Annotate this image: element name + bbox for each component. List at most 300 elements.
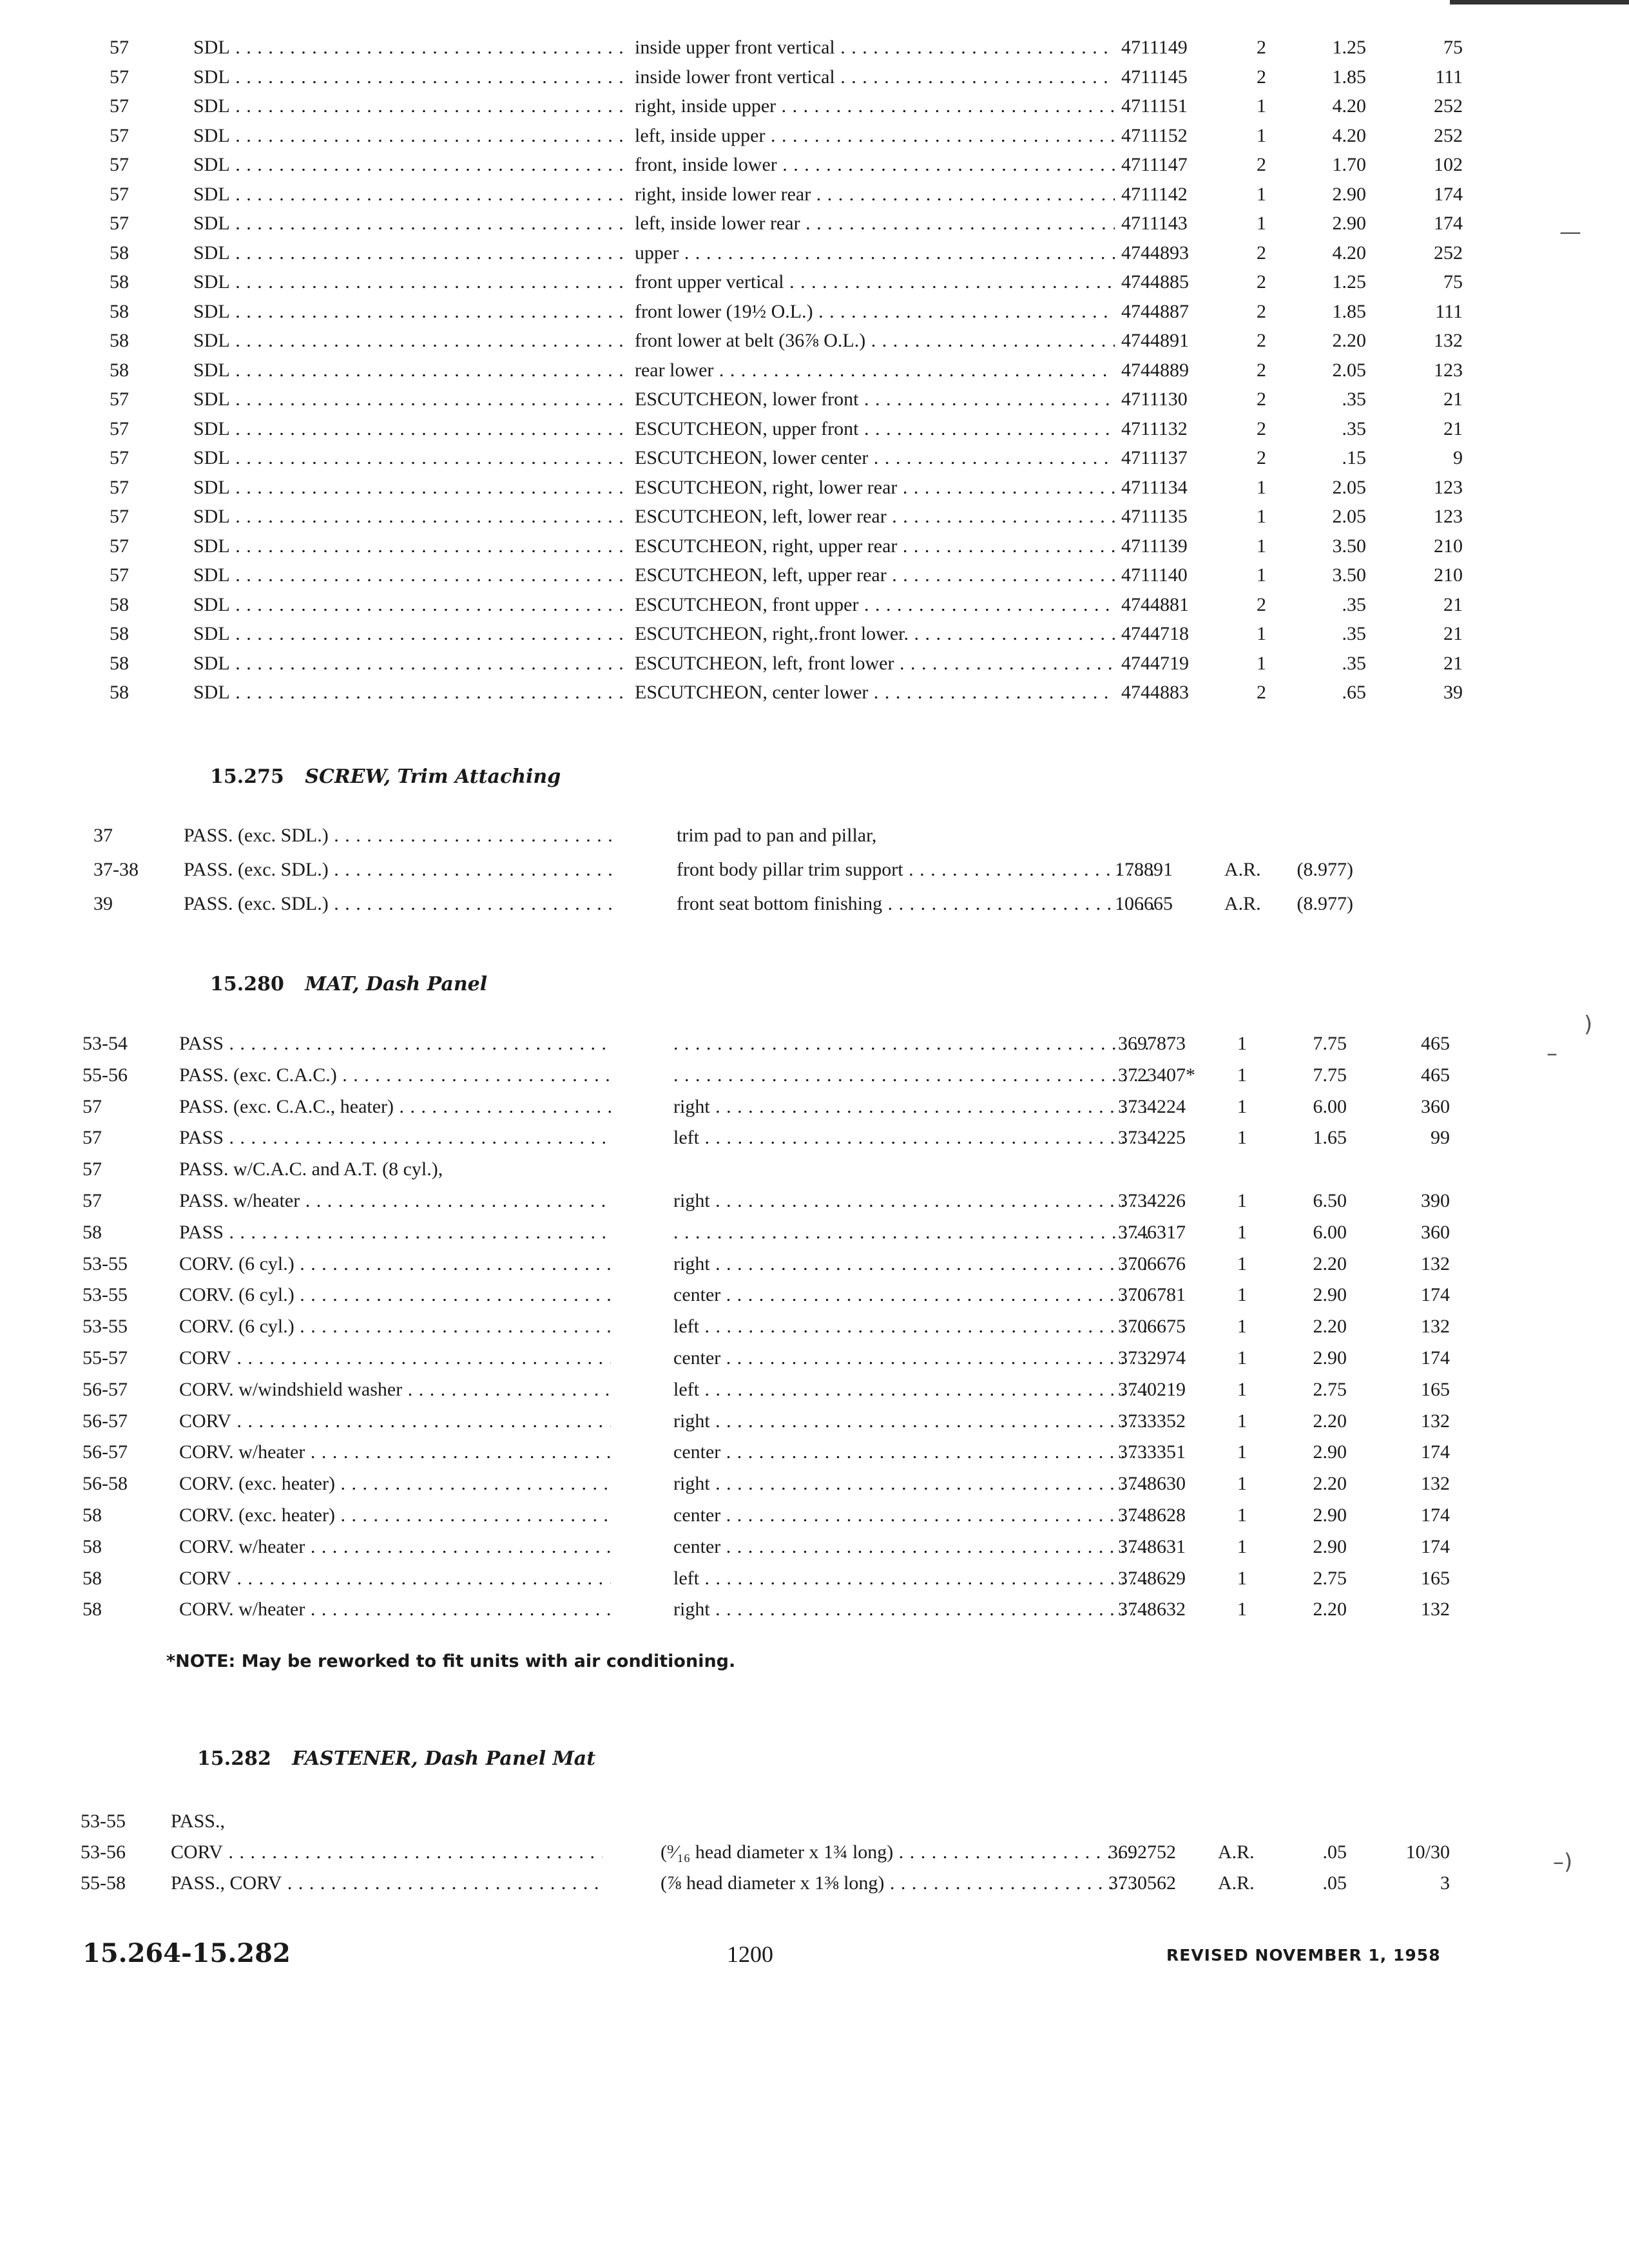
cell-year: 57 [110,418,129,439]
cell-desc: right . . . [673,1187,1153,1215]
cell-desc: front seat bottom finishing . . . [677,890,1157,918]
cell-year: 55-57 [82,1347,128,1369]
cell-year: 57 [110,95,129,117]
cell-part: 4744893 [1121,242,1189,264]
cell-price: 1.85 [1332,66,1366,88]
cell-part: 3740219 [1118,1379,1186,1400]
section-title: FASTENER, Dash Panel Mat [292,1747,596,1770]
cell-price: 2.90 [1313,1536,1347,1557]
cell-model: CORV. (exc. heater) . . . [179,1501,611,1530]
cell-dealer: 21 [1443,389,1463,410]
cell-part: 4744885 [1121,271,1189,293]
cell-dealer: 252 [1434,242,1463,264]
cell-model: SDL . . . [193,561,625,590]
cell-model: CORV . . . [179,1344,611,1372]
cell-desc: front, inside lower . . . [635,151,1115,179]
cell-qty: A.R. [1218,1872,1255,1894]
cell-model: SDL . . . [193,503,625,531]
cell-desc: front upper vertical . . . [635,268,1115,296]
cell-qty: 1 [1237,1033,1247,1054]
cell-year: 39 [93,893,113,914]
cell-model: CORV. w/heater . . . [179,1595,611,1624]
cell-part: 4711147 [1121,154,1188,175]
cell-desc: ESCUTCHEON, lower center . . . [635,444,1115,472]
cell-year: 57 [82,1127,102,1148]
cell-desc: ESCUTCHEON, lower front . . . [635,385,1115,414]
table-row [0,1250,1629,1278]
cell-qty: 2 [1257,389,1266,410]
section-number: 15.282 [197,1747,271,1770]
cell-qty: 1 [1237,1284,1247,1305]
cell-price: 6.00 [1313,1222,1347,1243]
table-row [0,1533,1629,1561]
table-row [0,1407,1629,1436]
table-row [0,1187,1629,1215]
cell-model: CORV. (6 cyl.) . . . [179,1312,611,1341]
cell-price: 4.20 [1332,242,1366,264]
cell-part: 4744887 [1121,301,1189,322]
cell-price: 6.00 [1313,1096,1347,1117]
cell-qty: 1 [1237,1316,1247,1337]
cell-qty: 1 [1237,1096,1247,1117]
cell-desc [673,1030,1153,1058]
cell-year: 58 [110,330,129,351]
cell-year: 53-55 [82,1316,128,1337]
cell-year: 58 [110,360,129,381]
cell-model: SDL . . . [193,239,625,267]
cell-dealer: 21 [1443,653,1463,674]
cell-qty: 2 [1257,301,1266,322]
cell-price: 2.20 [1332,330,1366,351]
cell-part: 3746317 [1118,1222,1186,1243]
cell-dealer: 132 [1421,1316,1450,1337]
cell-dealer: 111 [1435,301,1463,322]
cell-dealer: 252 [1434,125,1463,146]
cell-year: 57 [110,125,129,146]
section-heading-15-275 [210,765,561,788]
cell-desc [660,1807,1141,1836]
cell-dealer: 174 [1421,1347,1450,1369]
margin-hook-mark: –) [1553,1849,1573,1875]
cell-qty: 1 [1257,535,1266,557]
cell-year: 37-38 [93,859,139,880]
cell-year: 58 [82,1222,102,1243]
table-row [0,298,1629,326]
cell-price: 1.70 [1332,154,1366,175]
cell-qty: 2 [1257,447,1266,468]
cell-part: 4711145 [1121,66,1188,88]
cell-desc: trim pad to pan and pillar, [677,825,877,846]
cell-dealer: 132 [1421,1599,1450,1620]
cell-qty: 1 [1257,564,1266,586]
cell-year: 57 [110,37,129,58]
cell-price: 4.20 [1332,125,1366,146]
cell-dealer: 75 [1443,37,1463,58]
cell-part: 4711130 [1121,389,1188,410]
cell-dealer: 132 [1421,1253,1450,1274]
cell-model: SDL . . . [193,678,625,707]
cell-dealer: 10/30 [1405,1841,1450,1863]
table-row [0,415,1629,443]
cell-qty: 2 [1257,594,1266,615]
cell-desc: inside lower front vertical . . . [635,63,1115,91]
cell-part: 3748629 [1118,1568,1186,1589]
table-row [0,1564,1629,1593]
table-row [0,122,1629,150]
table-row [0,1807,1629,1836]
cell-price: 2.90 [1332,213,1366,234]
table-row [0,1595,1629,1624]
section-title: MAT, Dash Panel [305,973,488,995]
cell-part: 3734225 [1118,1127,1186,1148]
cell-qty: A.R. [1218,1841,1255,1863]
section-title: SCREW, Trim Attaching [305,765,561,788]
cell-price: (8.977) [1296,859,1353,880]
cell-qty: 1 [1237,1568,1247,1589]
table-row [0,561,1629,590]
cell-dealer [1360,1807,1450,1836]
cell-dealer: 132 [1421,1473,1450,1494]
cell-qty: 1 [1237,1410,1247,1432]
cell-part: 3748631 [1118,1536,1186,1557]
margin-dash-mark-2: – [1547,1041,1557,1066]
cell-desc: center . . . [673,1438,1153,1466]
cell-qty: 2 [1257,37,1266,58]
cell-desc: center . . . [673,1344,1153,1372]
cell-year: 53-55 [82,1253,128,1274]
cell-desc: ESCUTCHEON, upper front . . . [635,415,1115,443]
cell-model: CORV. w/heater . . . [179,1533,611,1561]
cell-model: SDL . . . [193,151,625,179]
table-row [0,444,1629,472]
cell-year: 56-57 [82,1410,128,1432]
cell-part: 4711142 [1121,184,1188,205]
table-row [0,1281,1629,1309]
cell-desc: inside upper front vertical . . . [635,34,1115,62]
cell-desc: left . . . [673,1564,1153,1593]
cell-year: 55-58 [81,1872,126,1894]
cell-year: 57 [110,154,129,175]
cell-part: 4711137 [1121,447,1188,468]
cell-model: SDL . . . [193,620,625,648]
cell-model: CORV. w/heater . . . [179,1438,611,1466]
table-row [0,92,1629,120]
cell-price: .15 [1342,447,1366,468]
cell-model: PASS. (exc. SDL.) . . . [184,856,615,884]
cell-dealer: 123 [1434,477,1463,498]
cell-dealer: 360 [1421,1222,1450,1243]
cell-part: 3748632 [1118,1599,1186,1620]
cell-dealer: 210 [1434,564,1463,586]
cell-qty: 1 [1257,506,1266,527]
cell-year: 55-56 [82,1064,128,1086]
cell-desc: left . . . [673,1312,1153,1341]
cell-desc: center . . . [673,1501,1153,1530]
cell-part: 3733351 [1118,1441,1186,1463]
cell-price: 1.85 [1332,301,1366,322]
table-row [0,678,1629,707]
table-row [0,503,1629,531]
cell-price: (8.977) [1296,893,1353,914]
cell-model: SDL . . . [193,209,625,238]
cell-qty: 1 [1237,1222,1247,1243]
cell-dealer: 174 [1434,213,1463,234]
table-row [0,1061,1629,1090]
cell-desc [673,1155,1153,1184]
cell-desc: (⅞ head diameter x 1⅜ long) . . . [660,1869,1141,1898]
cell-price: 2.05 [1332,506,1366,527]
cell-price: 2.05 [1332,477,1366,498]
cell-dealer [1360,1155,1450,1184]
cell-year: 57 [82,1096,102,1117]
cell-year: 58 [110,594,129,615]
cell-qty: 1 [1257,184,1266,205]
cell-dealer: 132 [1421,1410,1450,1432]
cell-year: 56-57 [82,1441,128,1463]
cell-desc: right . . . [673,1470,1153,1498]
cell-year: 56-57 [82,1379,128,1400]
table-row [0,268,1629,296]
cell-model: SDL . . . [193,385,625,414]
footnote: *NOTE: May be reworked to fit units with air conditioning. [166,1651,736,1671]
cell-dealer: 174 [1421,1284,1450,1305]
cell-qty: 2 [1257,66,1266,88]
cell-part: 106665 [1115,893,1173,914]
cell-desc: ESCUTCHEON, right, upper rear . . . [635,532,1115,561]
cell-model: CORV . . . [179,1407,611,1436]
cell-year: 58 [110,623,129,644]
cell-year: 57 [110,447,129,468]
cell-price: 1.65 [1313,1127,1347,1148]
cell-dealer: 465 [1421,1033,1450,1054]
cell-qty: 1 [1237,1536,1247,1557]
cell-year: 58 [82,1504,102,1526]
table-row [0,1218,1629,1247]
cell-model: CORV. w/windshield washer . . . [179,1376,611,1404]
cell-desc: right . . . [673,1250,1153,1278]
cell-dealer: 21 [1443,594,1463,615]
cell-dealer: 111 [1435,66,1463,88]
cell-price: .05 [1322,1872,1347,1894]
cell-price: 2.20 [1313,1253,1347,1274]
cell-part: 4711132 [1121,418,1188,439]
cell-qty: 1 [1237,1064,1247,1086]
margin-dash-mark: — [1559,219,1581,245]
cell-desc: rear lower . . . [635,356,1115,385]
cell-model: PASS . . . [179,1030,611,1058]
cell-dealer: 9 [1453,447,1463,468]
cell-model: PASS. (exc. C.A.C., heater) . . . [179,1093,611,1121]
cell-year: 57 [82,1158,102,1180]
cell-part: 3697873 [1118,1033,1186,1054]
cell-dealer: 99 [1431,1127,1450,1148]
cell-year: 57 [82,1190,102,1211]
table-row [0,620,1629,648]
cell-qty: 2 [1257,682,1266,703]
table-row [0,1438,1629,1466]
cell-model: SDL . . . [193,92,625,120]
cell-part: 3748630 [1118,1473,1186,1494]
cell-desc: left . . . [673,1124,1153,1152]
cell-model: CORV. (6 cyl.) . . . [179,1250,611,1278]
cell-model: SDL . . . [193,474,625,502]
table-row [0,385,1629,414]
cell-desc: ESCUTCHEON, right, lower rear . . . [635,474,1115,502]
cell-part: 4744881 [1121,594,1189,615]
cell-price: 2.75 [1313,1379,1347,1400]
cell-year: 57 [110,184,129,205]
page-number: 1200 [727,1941,773,1967]
cell-price [1276,1155,1347,1184]
table-row [0,1376,1629,1404]
cell-year: 53-55 [82,1284,128,1305]
cell-year: 58 [110,301,129,322]
table-row [0,474,1629,502]
cell-part: 178891 [1115,859,1173,880]
cell-part: 3732974 [1118,1347,1186,1369]
cell-desc: right . . . [673,1407,1153,1436]
cell-part: 4744889 [1121,360,1189,381]
section-number: 15.280 [210,973,284,995]
cell-part: 4711149 [1121,37,1188,58]
cell-part: 4711134 [1121,477,1188,498]
table-row [0,649,1629,678]
cell-desc: front lower at belt (36⅞ O.L.) . . . [635,327,1115,355]
cell-dealer: 123 [1434,506,1463,527]
cell-model: SDL . . . [193,356,625,385]
cell-price: 2.05 [1332,360,1366,381]
cell-dealer: 3 [1440,1872,1450,1894]
cell-desc: left . . . [673,1376,1153,1404]
cell-model: SDL . . . [193,298,625,326]
cell-qty: 1 [1257,95,1266,117]
cell-qty: 1 [1237,1441,1247,1463]
cell-year: 57 [110,535,129,557]
cell-qty: 1 [1237,1190,1247,1211]
cell-year: 58 [110,653,129,674]
cell-qty: 1 [1257,125,1266,146]
cell-qty: 1 [1237,1379,1247,1400]
cell-qty: 1 [1237,1473,1247,1494]
cell-price: 2.90 [1313,1504,1347,1526]
cell-part: 4711143 [1121,213,1188,234]
cell-part: 3748628 [1118,1504,1186,1526]
table-row [0,1124,1629,1152]
cell-part: 4711140 [1121,564,1188,586]
cell-price: 7.75 [1313,1033,1347,1054]
cell-year: 37 [93,825,113,846]
cell-part: 4744883 [1121,682,1189,703]
cell-price: .35 [1342,418,1366,439]
page-range: 15.264-15.282 [82,1938,291,1968]
cell-qty: A.R. [1224,893,1261,914]
cell-dealer: 174 [1421,1504,1450,1526]
cell-year: 57 [110,66,129,88]
cell-model: CORV. (exc. heater) . . . [179,1470,611,1498]
table-row [0,34,1629,62]
cell-dealer: 165 [1421,1379,1450,1400]
cell-price [1276,1807,1347,1836]
cell-model: SDL . . . [193,63,625,91]
cell-qty: 2 [1257,154,1266,175]
section-number: 15.275 [210,765,284,788]
cell-year: 58 [110,242,129,264]
cell-qty: A.R. [1224,859,1261,880]
cell-dealer: 123 [1434,360,1463,381]
cell-part [1118,1155,1247,1184]
cell-desc: (⁹⁄₁₆ head diameter x 1¾ long) . . . [660,1838,1141,1867]
cell-dealer: 75 [1443,271,1463,293]
table-row [0,327,1629,355]
cell-qty: 2 [1257,330,1266,351]
cell-desc: ESCUTCHEON, center lower . . . [635,678,1115,707]
cell-desc: ESCUTCHEON, right,.front lower. . . . [635,620,1115,648]
cell-model: PASS. (exc. C.A.C.) . . . [179,1061,611,1090]
table-row [0,1093,1629,1121]
cell-qty: 1 [1257,213,1266,234]
cell-model: SDL . . . [193,34,625,62]
table-row [0,1030,1629,1058]
cell-model: PASS . . . [179,1218,611,1247]
cell-model: SDL . . . [193,327,625,355]
cell-model: PASS . . . [179,1124,611,1152]
cell-qty: 2 [1257,271,1266,293]
cell-dealer [1373,856,1463,884]
table-row [0,1344,1629,1372]
cell-price: 2.20 [1313,1599,1347,1620]
cell-model: PASS. w/C.A.C. and A.T. (8 cyl.), [179,1158,443,1180]
revision-date: REVISED NOVEMBER 1, 1958 [1166,1946,1441,1965]
cell-part: 3706675 [1118,1316,1186,1337]
cell-part: 4744719 [1121,653,1189,674]
cell-dealer: 21 [1443,418,1463,439]
cell-part: 4711135 [1121,506,1188,527]
cell-qty: 1 [1257,477,1266,498]
table-row [0,1155,1629,1184]
cell-price: 2.20 [1313,1473,1347,1494]
cell-dealer [1373,890,1463,918]
cell-year: 58 [82,1599,102,1620]
cell-year: 58 [110,682,129,703]
cell-desc: ESCUTCHEON, front upper . . . [635,591,1115,619]
cell-qty: 1 [1257,623,1266,644]
cell-model: SDL . . . [193,415,625,443]
cell-year: 53-54 [82,1033,128,1054]
cell-part: 3706676 [1118,1253,1186,1274]
cell-dealer: 252 [1434,95,1463,117]
cell-model: SDL . . . [193,122,625,150]
cell-price: 2.90 [1332,184,1366,205]
cell-price: 4.20 [1332,95,1366,117]
cell-price: .35 [1342,653,1366,674]
cell-year: 58 [110,271,129,293]
cell-price [1282,822,1353,850]
cell-desc: ESCUTCHEON, left, lower rear . . . [635,503,1115,531]
cell-model: PASS., [171,1811,225,1832]
cell-qty: 1 [1237,1347,1247,1369]
table-row [0,822,1629,850]
cell-dealer: 21 [1443,623,1463,644]
cell-model: SDL . . . [193,591,625,619]
section-heading-15-282 [197,1747,595,1770]
cell-qty: 2 [1257,242,1266,264]
cell-desc: ESCUTCHEON, left, front lower . . . [635,649,1115,678]
cell-desc: center . . . [673,1281,1153,1309]
cell-dealer [1373,822,1463,850]
cell-part: 4711151 [1121,95,1188,117]
cell-desc [673,1218,1153,1247]
cell-part: 3692752 [1108,1841,1176,1863]
